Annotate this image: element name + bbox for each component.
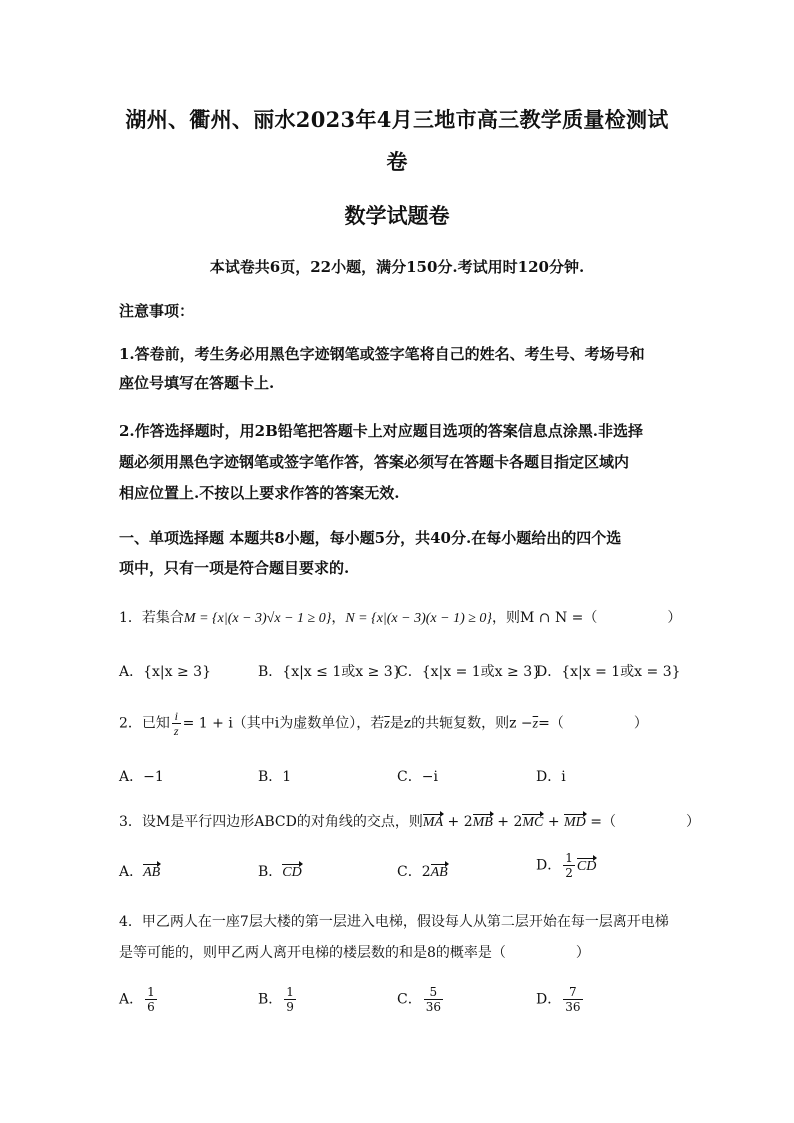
question-4-option-d-denominator: 36 — [565, 1000, 581, 1014]
question-1-ask: ，则M ∩ N =（ — [492, 610, 598, 626]
question-3-vector-mc: MC — [522, 815, 544, 830]
question-1-option-c: C．{x|x = 1或x ≥ 3} — [397, 664, 542, 680]
question-2-fraction — [172, 710, 181, 737]
question-4-option-d-numerator: 7 — [563, 986, 582, 1000]
question-1-close: ） — [667, 610, 682, 626]
exam-info: 本试卷共6页，22小题，满分150分.考试用时120分钟. — [209, 258, 585, 276]
question-3-option-d-fraction — [563, 852, 575, 879]
question-4-option-c — [397, 986, 445, 1013]
question-4-option-b-numerator: 1 — [286, 985, 294, 999]
question-3-option-c-label: C．2 — [397, 864, 431, 880]
question-2-mid: = 1 + i（其中i为虚数单位），若 — [182, 715, 385, 732]
question-4-option-a-fraction — [145, 986, 157, 1013]
question-3-option-d-vector: CD — [576, 858, 597, 874]
notice-item-2-line-3: 相应位置上.不按以上要求作答的答案无效. — [119, 484, 400, 502]
question-3-plus-2: + 2 — [492, 814, 523, 830]
question-2-mid-2: 是z的共轭复数，则z − — [389, 715, 533, 732]
notice-item-1-line-2: 座位号填写在答题卡上. — [119, 374, 275, 392]
question-3-option-a-label: A． — [119, 864, 144, 880]
question-3-vector-ma: MA — [422, 815, 444, 830]
notice-item-2-line-2: 题必须用黑色字迹钢笔或签字笔作答，答案必须写在答题卡各题目指定区域内 — [119, 453, 630, 471]
question-3-option-b-vector: CD — [282, 865, 302, 880]
question-2-option-b: B．1 — [258, 769, 292, 785]
question-1-set-n: N = {x|(x − 3)(x − 1) ≥ 0} — [345, 611, 493, 626]
question-3-option-b — [258, 861, 302, 881]
question-1-option-b: B．{x|x ≤ 1或x ≥ 3} — [258, 664, 402, 680]
question-3-stem — [119, 811, 700, 831]
question-3-vector-mb: MB — [472, 815, 493, 830]
question-2-option-d: D．i — [536, 769, 566, 785]
question-4-line-2 — [119, 942, 590, 962]
question-2-prefix: 2．已知 — [119, 715, 170, 732]
question-3-option-d-denominator: 2 — [565, 866, 573, 880]
question-3-plus-1: + 2 — [443, 814, 473, 830]
question-4-option-d-fraction — [563, 986, 582, 1013]
question-4-option-c-denominator: 36 — [425, 1000, 441, 1014]
question-3-option-b-label: B． — [258, 864, 283, 880]
question-4-option-d-label: D． — [536, 991, 562, 1008]
section-1-line-1: 一、单项选择题 本题共8小题，每小题5分，共40分.在每小题给出的四个选 — [119, 529, 622, 547]
question-2-conjugate-2: $\overline{z}$ — [532, 716, 539, 732]
question-1-option-a: A．{x|x ≥ 3} — [119, 664, 211, 680]
question-2-fraction-numerator: i — [172, 710, 181, 724]
question-4-option-c-numerator: 5 — [424, 986, 443, 1000]
section-1-line-2: 项中，只有一项是符合题目要求的. — [119, 559, 350, 577]
exam-title-line-2: 卷 — [386, 149, 408, 174]
question-3-option-d-numerator: 1 — [565, 851, 573, 865]
question-4-option-b-denominator: 9 — [286, 1000, 294, 1014]
question-2-option-c: C．−i — [397, 769, 438, 785]
notice-heading: 注意事项： — [119, 302, 195, 320]
question-3-option-d — [536, 852, 596, 879]
question-4-option-c-fraction — [424, 986, 443, 1013]
question-1-option-d: D．{x|x = 1或x = 3} — [536, 664, 681, 680]
question-3-option-d-label: D． — [536, 857, 562, 874]
question-4-line-1: 4．甲乙两人在一座7层大楼的第一层进入电梯，假设每人从第二层开始在每一层离开电梯 — [119, 914, 669, 930]
question-2-option-a: A．−1 — [119, 769, 164, 785]
question-1-prefix: 1．若集合 — [119, 610, 184, 626]
question-4-option-b — [258, 986, 298, 1013]
question-4-option-d — [536, 986, 585, 1013]
question-3-close: ） — [685, 814, 700, 830]
question-1-stem — [119, 607, 681, 627]
question-3-vector-md: MD — [564, 815, 586, 830]
question-4-option-a-label: A． — [119, 991, 144, 1008]
question-4-option-b-fraction — [284, 986, 296, 1013]
question-4-line-2-text: 是等可能的，则甲乙两人离开电梯的楼层数的和是8的概率是（ — [119, 945, 506, 961]
question-4-option-b-label: B． — [258, 991, 283, 1008]
notice-item-1-line-1: 1.答卷前，考生务必用黑色字迹钢笔或签字笔将自己的姓名、考生号、考场号和 — [119, 345, 645, 363]
notice-item-2-line-1: 2.作答选择题时，用2B铅笔把答题卡上对应题目选项的答案信息点涂黑.非选择 — [119, 422, 643, 440]
question-3-option-a-vector: AB — [143, 865, 161, 880]
question-4-option-a — [119, 986, 159, 1013]
question-2-fraction-denominator: z — [173, 724, 179, 738]
question-4-option-c-label: C． — [397, 991, 422, 1008]
question-3-plus-3: + — [543, 814, 565, 830]
question-1-set-m: M = {x|(x − 3)√x − 1 ≥ 0} — [183, 611, 332, 626]
exam-title-line-1: 湖州、衢州、丽水2023年4月三地市高三教学质量检测试 — [125, 107, 669, 132]
question-2-end: =（ — [538, 715, 564, 732]
exam-subtitle: 数学试题卷 — [344, 203, 450, 228]
question-4-close: ） — [575, 945, 590, 961]
question-2-stem — [119, 710, 648, 737]
question-3-prefix: 3．设M是平行四边形ABCD的对角线的交点，则 — [119, 814, 423, 830]
question-3-end: =（ — [585, 814, 616, 830]
question-4-option-a-numerator: 1 — [147, 985, 155, 999]
question-1-separator: ， — [331, 610, 346, 626]
question-3-option-a — [119, 861, 160, 881]
question-3-option-c — [397, 861, 448, 881]
question-4-option-a-denominator: 6 — [147, 1000, 155, 1014]
question-2-conjugate: $\overline{z}$ — [384, 716, 390, 732]
question-3-option-c-vector: AB — [430, 865, 448, 880]
question-2-close: ） — [633, 715, 648, 732]
